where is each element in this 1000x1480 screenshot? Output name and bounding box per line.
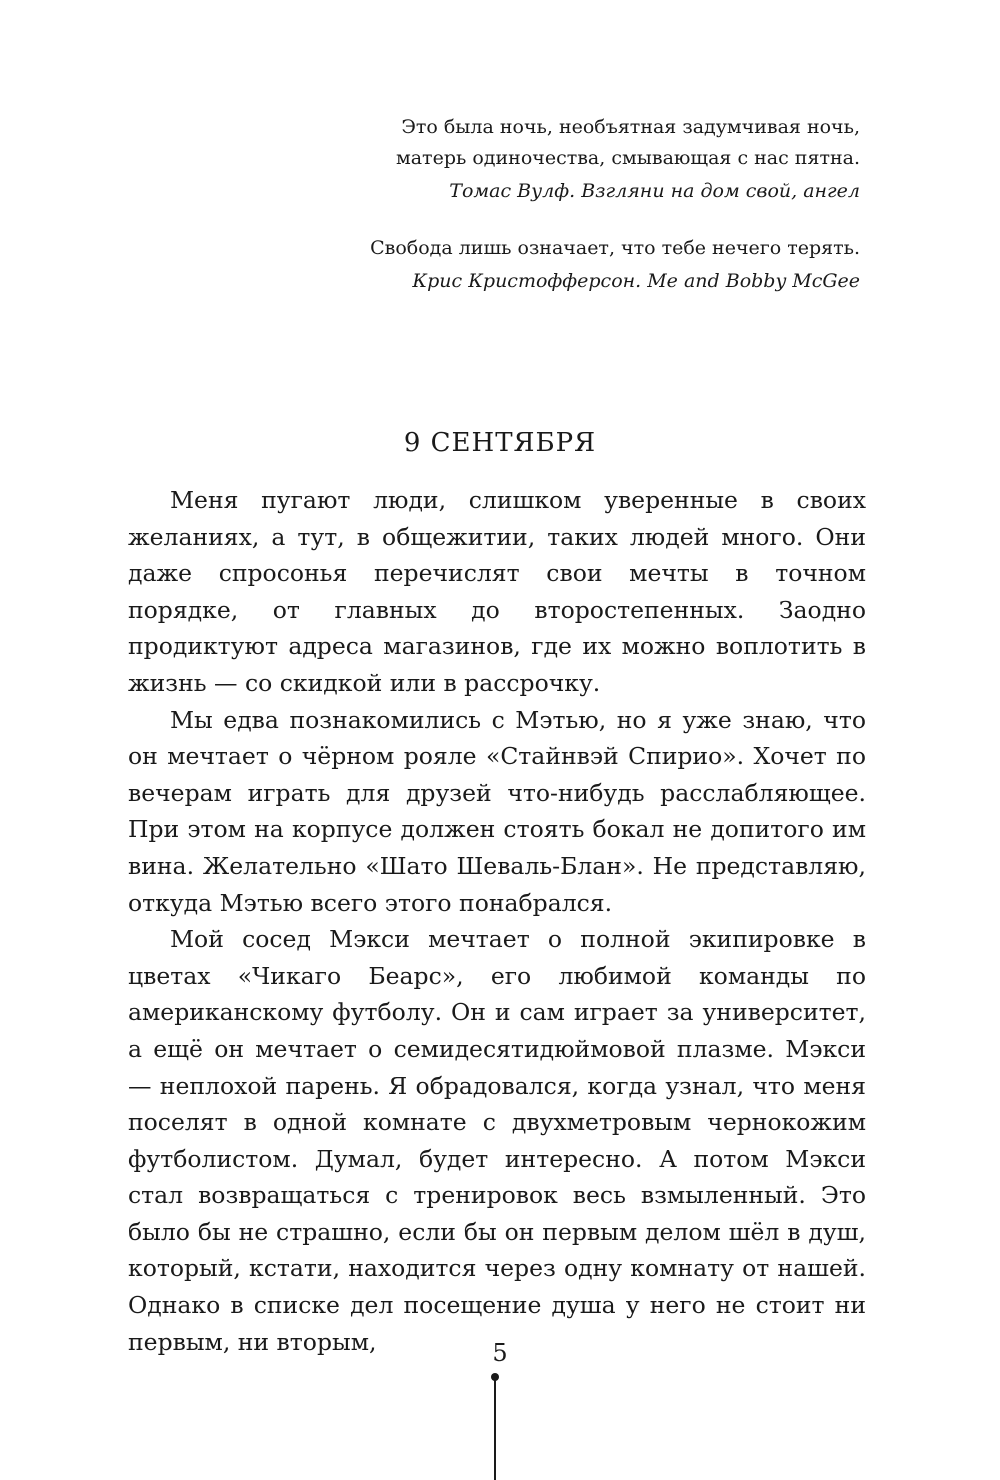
body-text [128,482,866,1360]
page-number: 5 [492,1339,508,1367]
paragraph-1: Меня пугают люди, слишком уверенные в своих желаниях, а тут, в общежитии, таких людей много. Они даже спросонья перечислят свои мечты в точном порядке, от главных до второстепенных. Заодно продиктуют адреса магазинов, где их можно воплотить в жизнь — со скидкой или в рассрочку. [128,486,866,697]
epigraph-1-line-2: матерь одиночества, смывающая с нас пятна. [395,147,860,169]
epigraph-2-attribution: Крис Кристофферсон. Me and Bobby McGee [412,270,860,292]
page-rule [494,1378,496,1480]
epigraph-2-line-1: Свобода лишь означает, что тебе нечего терять. [370,237,860,259]
paragraph-2: Мы едва познакомились с Мэтью, но я уже знаю, что он мечтает о чёрном рояле «Стайнвэй Спирио». Хочет по вечерам играть для друзей что-нибудь расслабляющее. При этом на корпусе должен стоять бокал не допитого им вина. Желательно «Шато Шеваль-Блан». Не представляю, откуда Мэтью всего этого понабрался. [128,705,866,917]
epigraphs [300,112,860,323]
epigraph-1-line-1: Это была ночь, необъятная задумчивая ночь, [401,116,860,138]
epigraph-2 [300,233,860,299]
epigraph-1-attribution: Томас Вулф. Взгляни на дом свой, ангел [449,180,860,202]
epigraph-1 [300,112,860,209]
paragraph-3: Мой сосед Мэкси мечтает о полной экипировке в цветах «Чикаго Беарс», его любимой команды по американскому футболу. Он и сам играет за университет, а ещё он мечтает о семидесятидюймовой плазме. Мэкси — неплохой парень. Я обрадовался, когда узнал, что меня поселят в одной комнате с двухметровым чернокожим футболистом. Думал, будет интересно. А потом Мэкси стал возвращаться с тренировок весь взмыленный. Это было бы не страшно, если бы он первым делом шёл в душ, который, кстати, находится через одну комнату от нашей. Однако в списке дел посещение душа у него не стоит ни первым, ни вторым, [128,925,866,1356]
chapter-title: 9 СЕНТЯБРЯ [403,428,597,458]
